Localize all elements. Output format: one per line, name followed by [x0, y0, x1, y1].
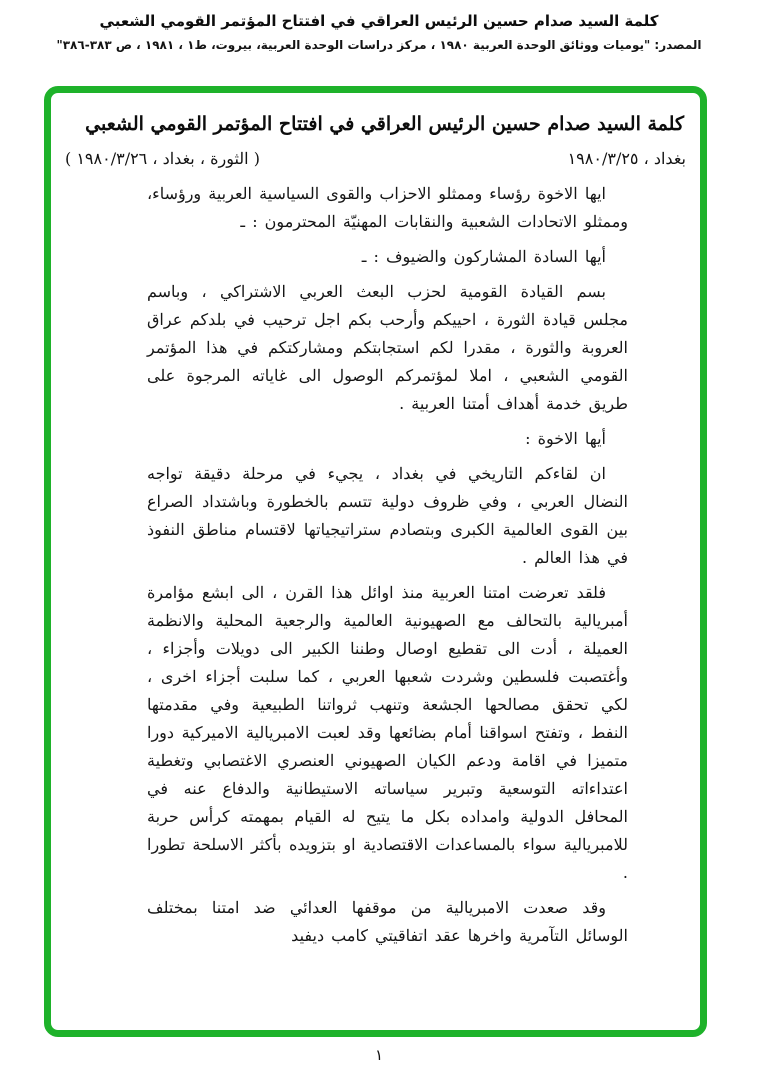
document-content: [51, 109, 700, 950]
document-body: [147, 180, 628, 950]
paragraph-guests-salutation: أيها السادة المشاركون والضيوف : ـ: [361, 247, 606, 266]
paragraph-camp-david: وقد صعدت الامبريالية من موقفها العدائي ضد امتنا بمختلف الوسائل التآمرية واخرها عقد اتفاقيتي كامب ديفيد: [147, 898, 628, 945]
header-title: كلمة السيد صدام حسين الرئيس العراقي في افتتاح المؤتمر القومي الشعبي: [99, 12, 659, 30]
document-frame: [44, 86, 707, 1037]
dateline-place-date: بغداد ، ١٩٨٠/٣/٢٥: [567, 149, 686, 168]
page-header: [0, 10, 758, 55]
document-title: كلمة السيد صدام حسين الرئيس العراقي في افتتاح المؤتمر القومي الشعبي: [85, 113, 684, 135]
paragraph-historic-meeting: ان لقاءكم التاريخي في بغداد ، يجيء في مرحلة دقيقة تواجه النضال العربي ، وفي ظروف دولية تتسم بالخطورة وباشتداد الصراع بين القوى العالمية الكبرى وبتصادم ستراتيجياتها لاقتسام مناطق النفوذ في هذا العالم .: [147, 464, 628, 567]
dateline: [65, 149, 686, 168]
page-number: ١: [374, 1046, 384, 1064]
paragraph-welcome: بسم القيادة القومية لحزب البعث العربي الاشتراكي ، وباسم مجلس قيادة الثورة ، احييكم وأرحب بكم اجل ترحيب في بلدكم عراق العروبة والثورة ، مقدرا لكم استجابتكم ومشاركتكم في هذا المؤتمر القومي الشعبي ، املا لمؤتمركم الوصول الى غاياته المرجوة على طريق خدمة أهداف أمتنا العربية .: [147, 282, 628, 413]
paragraph-imperialism: فلقد تعرضت امتنا العربية منذ اوائل هذا القرن ، الى ابشع مؤامرة أمبريالية بالتحالف مع الصهيونية العالمية والرجعية المحلية والانظمة العميلة ، أدت الى تقطيع اوصال وطننا الكبير الى دويلات وأجزاء ، وأغتصبت فلسطين وشردت شعبها العربي ، كما سلبت أجزاء اخرى ، لكي تحقق مصالحها الجشعة وتنهب ثرواتنا الطبيعية وفي مقدمتها النفط ، وتفتح اسواقنا أمام بضائعها وقد لعبت الامبريالية الاميركية دورا متميزا في اقامة ودعم الكيان الصهيوني العنصري الاغتصابي وتغطية اعتداءاته التوسعية وتبرير سياساته الاستيطانية والدفاع عنه في المحافل الدولية وامداده بكل ما يتيح له القيام بمهمته كرأس حربة للامبريالية سواء بالمساعدات الاقتصادية او بتزويده بأكثر الاسلحة تطورا .: [147, 583, 628, 882]
header-source-citation: المصدر: "يوميات ووثائق الوحدة العربية ١٩٨٠ ، مركز دراسات الوحدة العربية، بيروت، ط١ ، ١٩٨١ ، ص ٣٨٣-٣٨٦": [56, 38, 702, 52]
paragraph-greeting: ايها الاخوة رؤساء وممثلو الاحزاب والقوى السياسية العربية ورؤساء، وممثلو الاتحادات الشعبية والنقابات المهنيّة المحترمون : ـ: [147, 184, 628, 231]
dateline-newspaper-ref: ( الثورة ، بغداد ، ١٩٨٠/٣/٢٦ ): [65, 149, 260, 168]
paragraph-brothers-salutation: أيها الاخوة :: [525, 429, 606, 448]
